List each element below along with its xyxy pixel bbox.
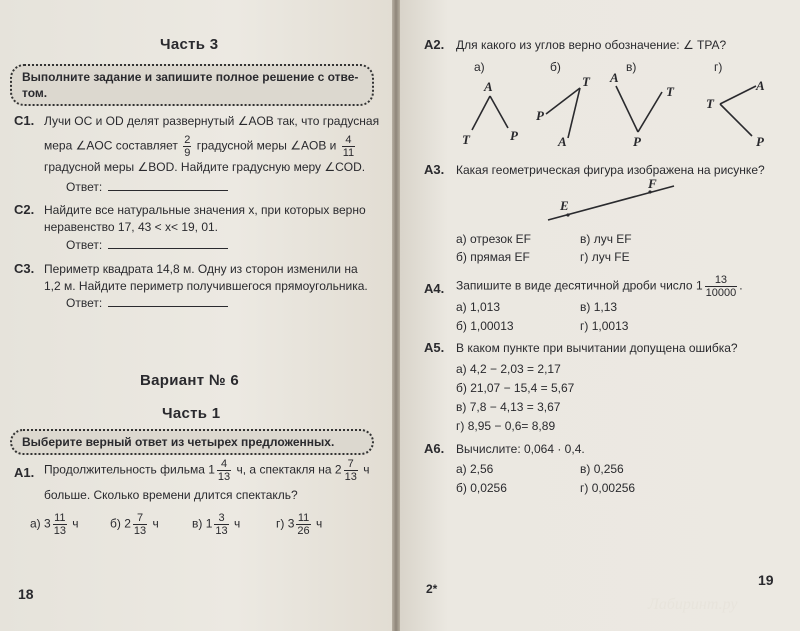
frac-num: 11	[297, 512, 310, 524]
unit: ч	[363, 462, 370, 477]
frac-den: 26	[297, 525, 310, 537]
ray	[616, 86, 638, 132]
task-a1-line-1	[44, 458, 369, 483]
left-page	[0, 0, 392, 631]
task-a4-question: Запишите в виде десятичной дроби число 1 $\frac{13}{10000}$ .	[456, 274, 743, 299]
task-c3-answer	[66, 294, 228, 313]
variant-heading: Вариант № 6	[140, 372, 240, 389]
part1-instruction: Выберите верный ответ из четырех предложенных.	[10, 429, 374, 455]
point-label: E	[560, 198, 569, 213]
page-number-right: 19	[758, 572, 774, 588]
task-c1-text-b: градусной меры ∠AOB и	[196, 138, 337, 153]
mixed-whole: 2	[124, 516, 131, 531]
a6-option-d: г) 0,00256	[580, 481, 636, 495]
a2-option-label-a: а)	[474, 60, 485, 74]
frac-den: 13	[133, 525, 147, 537]
frac-num: 13	[705, 274, 738, 287]
a6-option-a: а) 2,56	[456, 462, 494, 476]
a3-option-a: а) отрезок EF	[456, 232, 531, 246]
angle-figure-b	[536, 74, 591, 149]
instruction-line-2: том.	[22, 86, 48, 100]
mixed-whole: 1	[205, 516, 213, 531]
frac-num: 2	[184, 134, 191, 146]
frac-num: 7	[133, 512, 147, 525]
fraction-7-13	[344, 458, 358, 483]
frac-num: 3	[214, 512, 228, 525]
a1-option-c	[192, 512, 240, 537]
a6-option-c: в) 0,256	[580, 462, 624, 476]
point-label: T	[706, 96, 714, 111]
footer-mark: 2*	[426, 582, 438, 596]
a4-option-a: а) 1,013	[456, 300, 501, 314]
a3-option-c: в) луч EF	[580, 232, 632, 246]
a1-option-d	[276, 512, 322, 537]
frac-den: 11	[342, 147, 355, 159]
frac-num: 4	[342, 134, 355, 147]
book-gutter	[392, 0, 400, 631]
part3-instruction	[10, 64, 374, 106]
point-label: P	[536, 108, 544, 123]
frac-den: 10000	[705, 287, 737, 299]
a6-option-b: б) 0,0256	[456, 481, 507, 495]
frac-num: 11	[54, 512, 66, 524]
task-a1-text-a: Продолжительность фильма	[44, 462, 205, 477]
ray-figure	[540, 178, 680, 228]
instruction-line-1: Выполните задание и запишите полное решение с отве-	[22, 70, 359, 84]
task-a5-question: В каком пункте при вычитании допущена ошибка?	[456, 341, 738, 355]
frac-den: 13	[53, 525, 66, 537]
task-a2-number: А2.	[424, 37, 445, 52]
a3-option-b: б) прямая EF	[456, 250, 530, 264]
angle-figure-c	[609, 72, 675, 149]
a4-option-d: г) 1,0013	[580, 319, 629, 333]
option-label: в)	[192, 516, 203, 531]
a3-option-d: г) луч FE	[580, 250, 630, 264]
task-a6-number: А6.	[424, 441, 445, 456]
mixed-whole: 3	[44, 516, 51, 531]
point-label: A	[558, 134, 567, 149]
task-a1-line-2: больше. Сколько времени длится спектакль?	[44, 488, 298, 502]
frac-num: 4	[217, 458, 231, 471]
point-label: P	[633, 134, 641, 149]
task-c3-line-2: 1,2 м. Найдите периметр получившегося прямоугольника.	[44, 279, 368, 293]
task-a3-question: Какая геометрическая фигура изображена на рисунке?	[456, 163, 765, 177]
option-label: а)	[30, 516, 41, 531]
task-c1-line-1: Лучи OC и OD делят развернутый ∠AOB так, что градусная	[44, 114, 380, 128]
a4-option-b: б) 1,00013	[456, 319, 514, 333]
point-label: F	[648, 178, 657, 191]
answer-label: Ответ:	[66, 180, 103, 194]
fraction-4-11	[342, 134, 355, 159]
point-label: A	[610, 72, 619, 85]
mixed-whole: 3	[287, 516, 295, 531]
option-fraction	[214, 512, 228, 537]
ray	[720, 104, 752, 136]
unit: ч	[72, 516, 79, 531]
frac-den: 13	[215, 525, 228, 537]
frac-den: 13	[344, 471, 357, 483]
option-fraction	[53, 512, 67, 537]
point-label: P	[756, 134, 764, 149]
task-a3-number: А3.	[424, 162, 445, 177]
task-c3-number: С3.	[14, 261, 35, 276]
task-a2-question: Для какого из углов верно обозначение: ∠ TPA?	[456, 38, 727, 52]
unit: ч	[234, 516, 241, 531]
frac-den: 9	[184, 147, 191, 159]
point-label: T	[462, 132, 470, 147]
option-fraction	[133, 512, 147, 537]
task-a1-text-b: ч, а спектакля на	[236, 462, 332, 477]
answer-line	[108, 306, 228, 307]
task-a6-question: Вычислите: 0,064 · 0,4.	[456, 442, 585, 456]
angle-figures	[430, 72, 790, 152]
a5-option-c: в) 7,8 − 4,13 = 3,67	[456, 400, 561, 414]
fraction-2-9	[183, 134, 191, 159]
ray	[638, 92, 662, 132]
answer-label: Ответ:	[66, 238, 103, 252]
part1-heading: Часть 1	[162, 405, 221, 422]
fraction-13-10000	[705, 274, 738, 299]
answer-label: Ответ:	[66, 296, 103, 310]
ray	[472, 96, 490, 130]
frac-num: 7	[344, 458, 358, 471]
point-label: T	[666, 84, 674, 99]
point-label: A	[484, 79, 493, 94]
frac-den: 13	[217, 471, 231, 483]
point-label: P	[510, 128, 518, 143]
task-a1-number: А1.	[14, 465, 35, 480]
task-c2-line-1: Найдите все натуральные значения x, при которых верно	[44, 203, 366, 217]
angle-figure-a	[462, 79, 519, 147]
a5-option-b: б) 21,07 − 15,4 = 5,67	[456, 381, 575, 395]
angle-figure-d	[706, 78, 765, 149]
task-c1-answer	[66, 178, 228, 197]
task-a4-text: Запишите в виде десятичной дроби число	[456, 278, 693, 293]
ray	[720, 86, 756, 104]
a4-option-c: в) 1,13	[580, 300, 618, 314]
option-label: б)	[110, 516, 121, 531]
unit: ч	[152, 516, 159, 531]
task-c1-line-3: градусной меры ∠BOD. Найдите градусную меру ∠COD.	[44, 160, 366, 174]
mixed-whole: 2	[334, 462, 342, 477]
task-a5-number: А5.	[424, 340, 445, 355]
part3-heading: Часть 3	[160, 36, 219, 53]
a1-option-b	[110, 512, 159, 537]
task-c2-line-2: неравенство 17, 43 < x< 19, 01.	[44, 220, 219, 234]
right-page	[400, 0, 800, 631]
task-c1-line-2	[44, 134, 357, 159]
a2-option-label-b: б)	[550, 60, 561, 74]
answer-line	[108, 190, 228, 191]
labirint-watermark: Лабиринт.ру	[648, 596, 738, 613]
option-label: г)	[276, 516, 285, 531]
a2-option-label-c: в)	[626, 60, 637, 74]
point-label: T	[582, 74, 590, 89]
task-c3-line-1: Периметр квадрата 14,8 м. Одну из сторон изменили на	[44, 262, 358, 276]
answer-line	[108, 248, 228, 249]
task-a4-number: А4.	[424, 281, 445, 296]
point-e	[566, 213, 569, 216]
a1-option-a	[30, 512, 79, 537]
mixed-whole: 1	[208, 462, 215, 477]
task-c1-number: С1.	[14, 113, 35, 128]
task-c2-number: С2.	[14, 202, 35, 217]
page-number-left: 18	[18, 586, 34, 602]
task-c2-answer	[66, 236, 228, 255]
option-fraction	[296, 512, 310, 537]
a5-option-a: а) 4,2 − 2,03 = 2,17	[456, 362, 561, 376]
point-label: A	[756, 78, 765, 93]
a5-option-d: г) 8,95 − 0,6= 8,89	[456, 419, 556, 433]
a2-option-label-d: г)	[714, 60, 723, 74]
ray	[490, 96, 508, 128]
mixed-whole: 1	[695, 278, 703, 293]
task-c1-text-a: мера ∠AOC составляет	[44, 138, 178, 153]
fraction-4-13	[217, 458, 231, 483]
unit: ч	[316, 516, 323, 531]
